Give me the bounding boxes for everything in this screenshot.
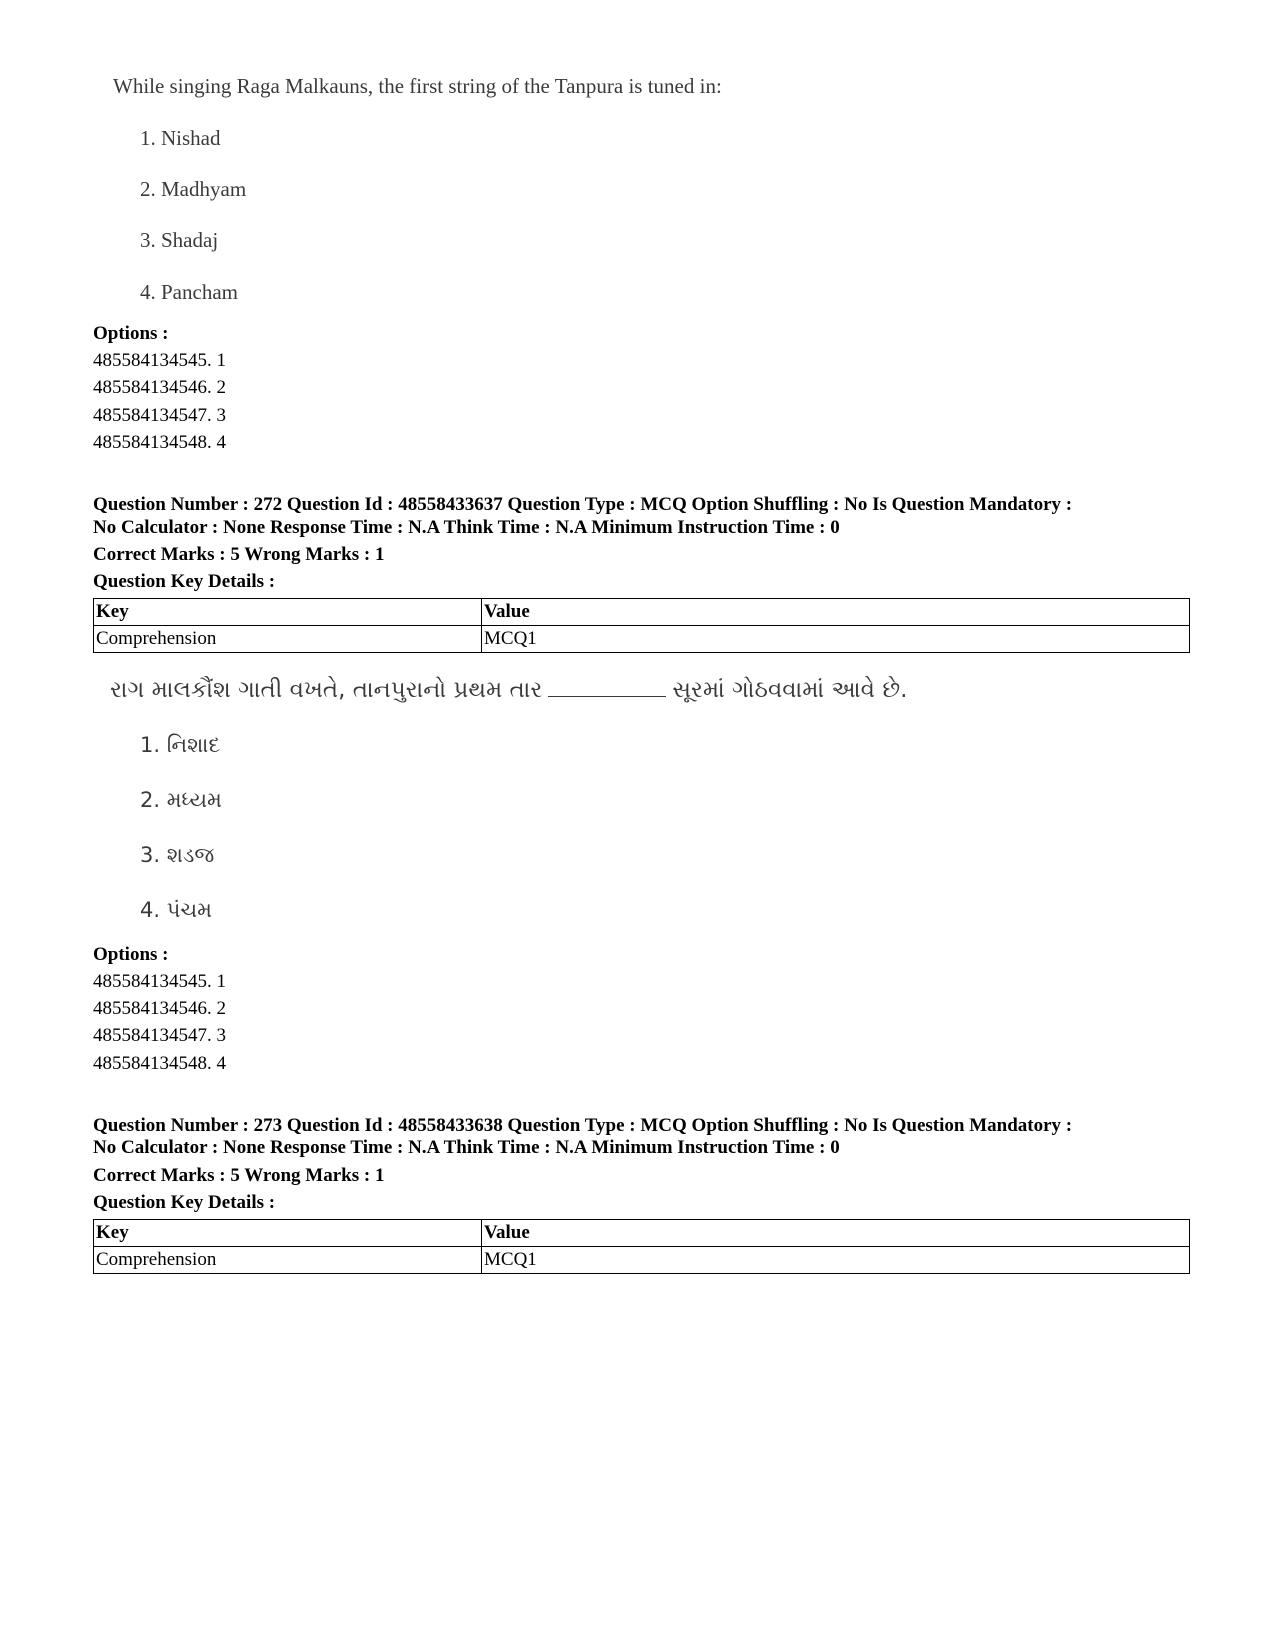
table-row (94, 1247, 1190, 1274)
option-text-2: 2. Madhyam (140, 177, 247, 201)
option-id-4: 485584134548. 4 (93, 432, 226, 453)
table-header-value: Value (482, 599, 1190, 626)
question-text: While singing Raga Malkauns, the first string of the Tanpura is tuned in: (113, 74, 722, 98)
question-text-after-blank: સૂરમાં ગોઠવવામાં આવે છે. (672, 677, 908, 703)
option-text-1: 1. નિશાદ (140, 733, 221, 757)
table-header-key: Key (94, 1220, 482, 1247)
option-text-1: 1. Nishad (140, 126, 221, 150)
table-header-key: Key (94, 599, 482, 626)
table-header-row (94, 599, 1190, 626)
table-row (94, 626, 1190, 653)
marks-line: Correct Marks : 5 Wrong Marks : 1 (93, 1165, 385, 1186)
table-cell-key: Comprehension (94, 626, 482, 653)
options-heading: Options : (93, 323, 169, 344)
question-text-before-blank: રાગ માલકૌંશ ગાતી વખતે, તાનપુરાનો પ્રથમ તાર (110, 677, 543, 703)
option-id-1: 485584134545. 1 (93, 971, 226, 992)
option-text-2: 2. મધ્યમ (140, 788, 222, 812)
question-meta-line-2: No Calculator : None Response Time : N.A Think Time : N.A Minimum Instruction Time : 0 (93, 517, 840, 538)
question-text-gujarati (110, 677, 907, 703)
key-details-heading: Question Key Details : (93, 1192, 276, 1213)
question-meta-line-2: No Calculator : None Response Time : N.A Think Time : N.A Minimum Instruction Time : 0 (93, 1137, 840, 1158)
option-text-4: 4. પંચમ (140, 898, 212, 922)
key-value-table (93, 598, 1190, 653)
option-text-3: 3. શડજ (140, 843, 215, 867)
options-heading: Options : (93, 944, 169, 965)
option-text-4: 4. Pancham (140, 280, 238, 304)
option-id-1: 485584134545. 1 (93, 350, 226, 371)
marks-line: Correct Marks : 5 Wrong Marks : 1 (93, 544, 385, 565)
option-id-3: 485584134547. 3 (93, 405, 226, 426)
table-cell-value: MCQ1 (482, 626, 1190, 653)
option-text-3: 3. Shadaj (140, 228, 219, 252)
table-header-value: Value (482, 1220, 1190, 1247)
option-id-2: 485584134546. 2 (93, 377, 226, 398)
table-cell-value: MCQ1 (482, 1247, 1190, 1274)
key-value-table (93, 1219, 1190, 1274)
question-meta-line-1: Question Number : 273 Question Id : 48558433638 Question Type : MCQ Option Shuffling : No Is Question Mandatory : (93, 1115, 1073, 1136)
option-id-4: 485584134548. 4 (93, 1053, 226, 1074)
question-meta-line-1: Question Number : 272 Question Id : 48558433637 Question Type : MCQ Option Shuffling : No Is Question Mandatory : (93, 494, 1073, 515)
option-id-2: 485584134546. 2 (93, 998, 226, 1019)
fill-in-blank (548, 696, 666, 697)
option-id-3: 485584134547. 3 (93, 1025, 226, 1046)
key-details-heading: Question Key Details : (93, 571, 276, 592)
table-cell-key: Comprehension (94, 1247, 482, 1274)
table-header-row (94, 1220, 1190, 1247)
